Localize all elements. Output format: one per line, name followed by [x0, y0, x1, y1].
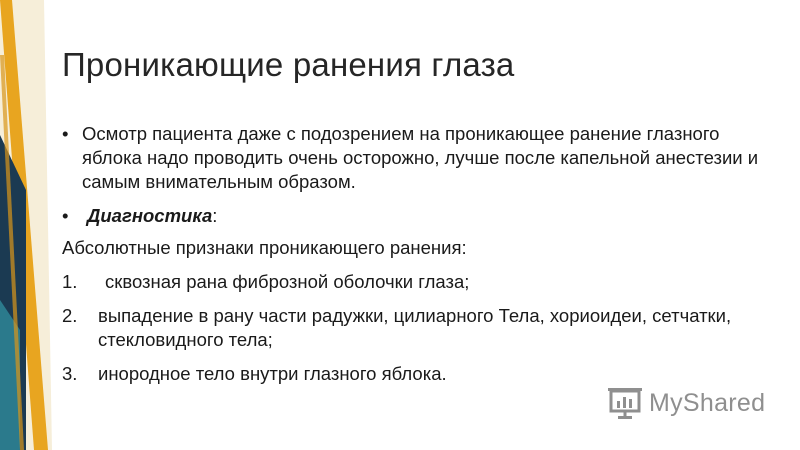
- numbered-item: [62, 362, 762, 386]
- numbered-item: [62, 304, 762, 352]
- watermark-text: MyShared: [649, 388, 766, 417]
- diagnostics-colon: :: [212, 205, 218, 226]
- item-text: сквозная рана фиброзной оболочки глаза;: [105, 271, 470, 292]
- numbered-item: [62, 270, 762, 294]
- item-number: 1.: [62, 271, 78, 292]
- diagnostics-label: Диагностика: [87, 205, 213, 226]
- watermark[interactable]: [607, 385, 765, 421]
- bullet-marker: •: [62, 205, 69, 226]
- bullet-item: [62, 122, 762, 194]
- slide-title: Проникающие ранения глаза: [62, 46, 515, 83]
- presentation-board-icon: [607, 386, 643, 420]
- bullet-marker: •: [62, 123, 69, 144]
- item-text: инородное тело внутри глазного яблока.: [98, 363, 447, 384]
- diagnostics-bullet: [62, 204, 762, 228]
- item-number: 3.: [62, 363, 78, 384]
- item-number: 2.: [62, 305, 78, 326]
- subheading: Абсолютные признаки проникающего ранения:: [62, 237, 467, 258]
- slide-body: [62, 122, 762, 396]
- bullet-text: Осмотр пациента даже с подозрением на проникающее ранение глазного яблока надо проводить очень осторожно, лучше после капельной анестезии и самым внимательным образом.: [82, 123, 759, 192]
- item-text: выпадение в рану части радужки, цилиарного Тела, хориоидеи, сетчатки, стекловидного тела;: [98, 305, 732, 350]
